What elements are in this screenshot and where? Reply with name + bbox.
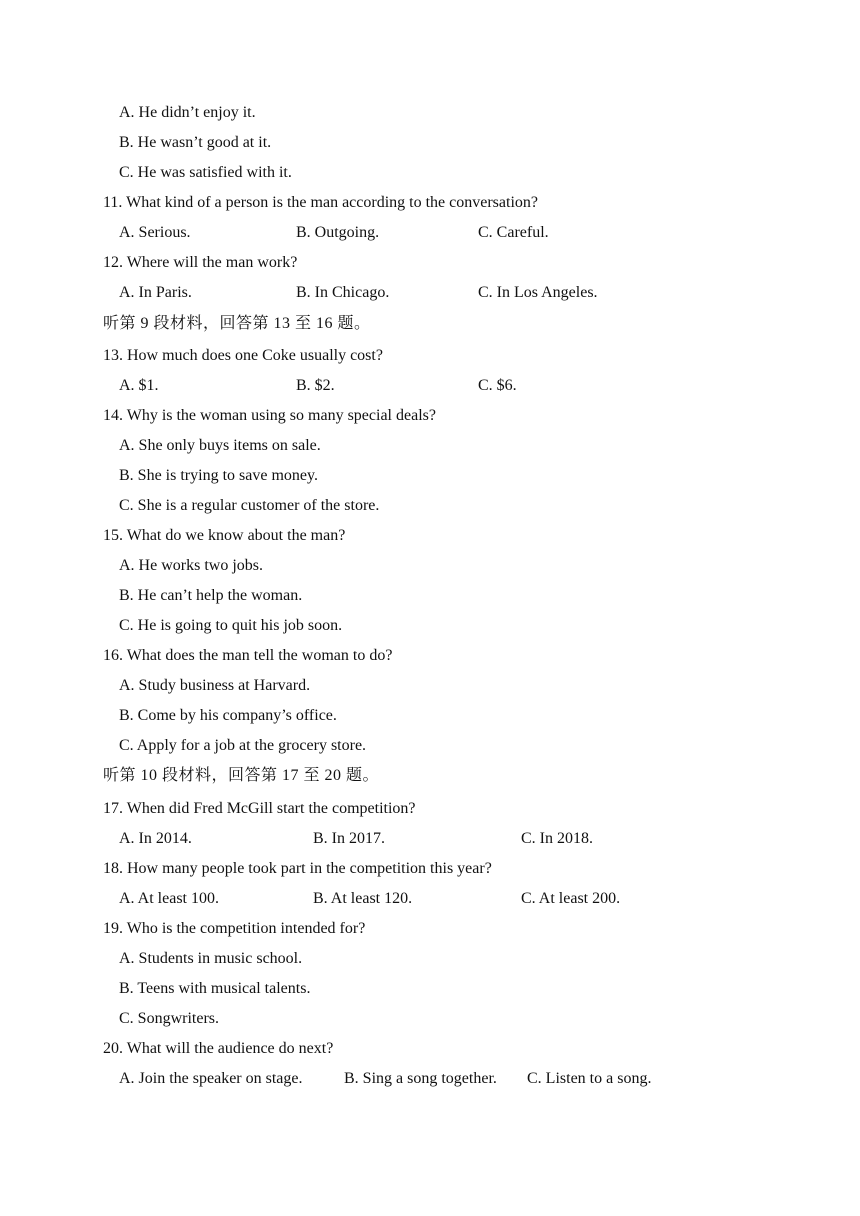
q15-option-a: A. He works two jobs. [119,557,263,574]
q19-option-c: C. Songwriters. [119,1010,219,1027]
question-16: 16. What does the man tell the woman to do? [103,647,393,664]
section-9-instruction: 听第 9 段材料，回答第 13 至 16 题。 [103,315,371,332]
question-11: 11. What kind of a person is the man according to the conversation? [103,194,538,211]
q16-option-b: B. Come by his company’s office. [119,707,337,724]
q14-option-b: B. She is trying to save money. [119,467,318,484]
q15-option-c: C. He is going to quit his job soon. [119,617,343,634]
q19-option-a: A. Students in music school. [119,950,303,967]
q16-option-a: A. Study business at Harvard. [119,677,311,694]
q18-option-b: B. At least 120. [313,890,413,907]
q11-option-c: C. Careful. [478,224,549,241]
q10-option-b: B. He wasn’t good at it. [119,134,272,151]
question-15: 15. What do we know about the man? [103,527,346,544]
q19-option-b: B. Teens with musical talents. [119,980,311,997]
q12-option-c: C. In Los Angeles. [478,284,598,301]
q10-option-c: C. He was satisfied with it. [119,164,292,181]
question-14: 14. Why is the woman using so many special deals? [103,407,436,424]
question-12: 12. Where will the man work? [103,254,298,271]
q13-option-c: C. $6. [478,377,517,394]
q20-option-b: B. Sing a song together. [344,1070,497,1087]
q11-option-b: B. Outgoing. [296,224,380,241]
q12-option-b: B. In Chicago. [296,284,390,301]
q17-option-b: B. In 2017. [313,830,385,847]
q14-option-a: A. She only buys items on sale. [119,437,321,454]
section-10-instruction: 听第 10 段材料，回答第 17 至 20 题。 [103,767,380,784]
question-17: 17. When did Fred McGill start the competition? [103,800,416,817]
question-19: 19. Who is the competition intended for? [103,920,366,937]
q15-option-b: B. He can’t help the woman. [119,587,303,604]
q16-option-c: C. Apply for a job at the grocery store. [119,737,367,754]
q14-option-c: C. She is a regular customer of the store. [119,497,380,514]
q10-option-a: A. He didn’t enjoy it. [119,104,256,121]
question-13: 13. How much does one Coke usually cost? [103,347,383,364]
q17-option-a: A. In 2014. [119,830,192,847]
q20-option-c: C. Listen to a song. [527,1070,652,1087]
q18-option-c: C. At least 200. [521,890,621,907]
q17-option-c: C. In 2018. [521,830,593,847]
q13-option-b: B. $2. [296,377,335,394]
q13-option-a: A. $1. [119,377,159,394]
q18-option-a: A. At least 100. [119,890,219,907]
question-20: 20. What will the audience do next? [103,1040,334,1057]
question-18: 18. How many people took part in the competition this year? [103,860,492,877]
q20-option-a: A. Join the speaker on stage. [119,1070,303,1087]
q11-option-a: A. Serious. [119,224,191,241]
q12-option-a: A. In Paris. [119,284,192,301]
